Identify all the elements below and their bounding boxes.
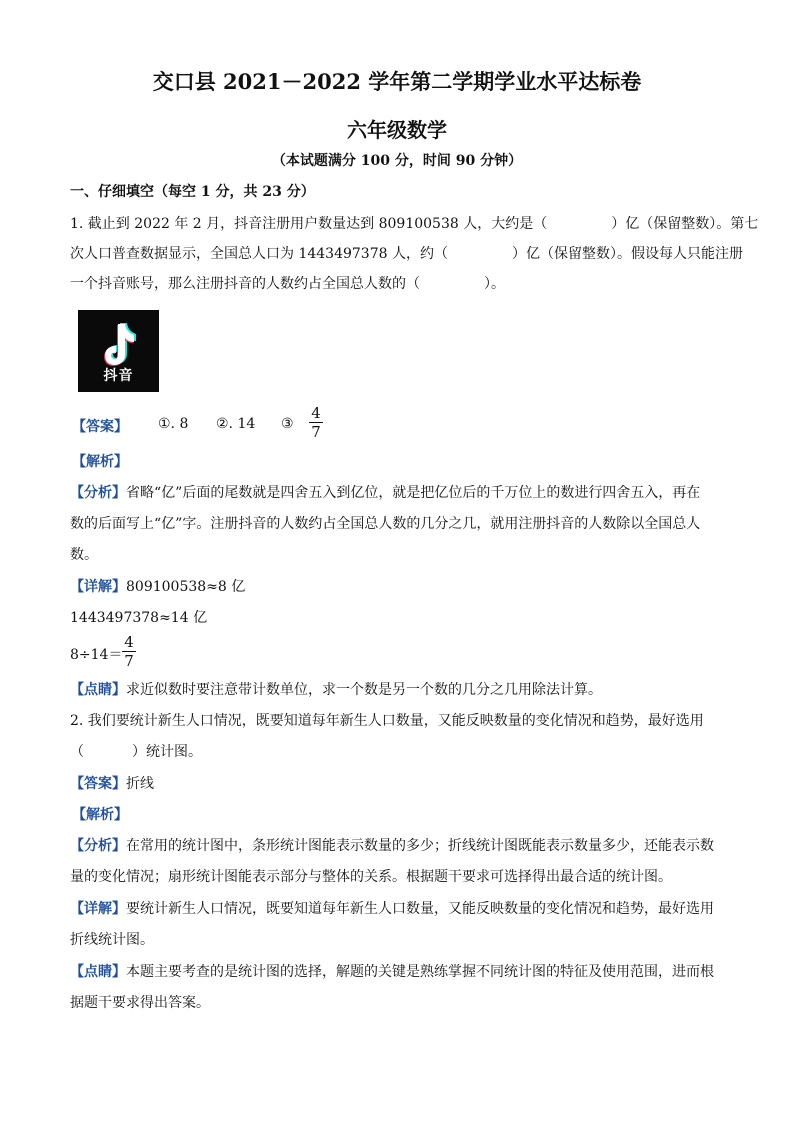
q1-line-2b: ）亿（保留整数）。假设每人只能注册 <box>511 246 743 262</box>
q1-detail-2: 1443497378≈14 亿 <box>70 610 208 626</box>
answer-3-prefix: ③ <box>281 416 294 432</box>
q2-line-1: 2. 我们要统计新生人口情况，既要知道每年新生人口数量，又能反映数量的变化情况和趋势，最好选用 <box>70 713 704 729</box>
q1-line-3 <box>70 274 505 294</box>
q2-fenxi-1 <box>70 836 714 856</box>
q1-fenxi-2: 数的后面写上“亿”字。注册抖音的人数约占全国总人数的几分之几，就用注册抖音的人数除以全国总人 <box>70 516 701 532</box>
fraction-denominator: 7 <box>124 652 134 670</box>
fenxi-tag: 【分析】 <box>70 485 126 501</box>
q1-detail-3: 8÷14＝ <box>70 647 123 663</box>
q1-fenxi-1 <box>70 483 700 503</box>
q1-line-3a: 一个抖音账号，那么注册抖音的人数约占全国总人数的（ <box>70 276 420 292</box>
q2-line-2b: ）统计图。 <box>132 744 202 760</box>
dianjing-tag: 【点睛】 <box>70 964 126 980</box>
answer-tag: 【答案】 <box>72 419 128 435</box>
answer-tag: 【答案】 <box>70 776 126 792</box>
q1-line-3b: ）。 <box>484 276 505 292</box>
answer-3-fraction <box>309 405 323 440</box>
fenxi-tag: 【分析】 <box>70 838 126 854</box>
detail-text: 809100538≈8 亿 <box>126 579 246 595</box>
q2-detail-1 <box>70 899 714 919</box>
q1-dianjing <box>70 680 602 700</box>
answer-2: ②. 14 <box>216 416 256 432</box>
q1-line-1 <box>70 214 758 234</box>
q1-line-1a: 1. 截止到 2022 年 2 月，抖音注册用户数量达到 809100538 人，大约是（ <box>70 216 548 232</box>
q2-dianjing-1 <box>70 962 714 982</box>
fenxi-text: 在常用的统计图中，条形统计图能表示数量的多少；折线统计图既能表示数量多少，还能表示数 <box>126 838 714 854</box>
douyin-logo <box>78 310 159 392</box>
dianjing-text: 本题主要考查的是统计图的选择，解题的关键是熟练掌握不同统计图的特征及使用范围，进而根 <box>126 964 714 980</box>
fraction-denominator: 7 <box>311 423 321 441</box>
logo-text: 抖音 <box>103 368 134 384</box>
q1-line-2 <box>70 244 743 264</box>
q1-fenxi-3: 数。 <box>70 547 98 563</box>
dianjing-tag: 【点睛】 <box>70 682 126 698</box>
answer-text: 折线 <box>126 776 154 792</box>
detail-fraction <box>122 634 136 669</box>
exam-title: 交口县 2021－2022 学年第二学期学业水平达标卷 <box>152 69 642 94</box>
detail-text: 要统计新生人口情况，既要知道每年新生人口数量，又能反映数量的变化情况和趋势，最好选用 <box>126 901 714 917</box>
fenxi-text: 省略“亿”后面的尾数就是四舍五入到亿位，就是把亿位后的千万位上的数进行四舍五入，再在 <box>126 485 701 501</box>
q1-detail-1 <box>70 577 245 597</box>
q2-detail-2: 折线统计图。 <box>70 932 154 948</box>
q2-line-2 <box>70 742 202 762</box>
detail-tag: 【详解】 <box>70 901 126 917</box>
exam-subject: 六年级数学 <box>347 118 447 142</box>
q1-line-1b: ）亿（保留整数）。第七 <box>611 216 759 232</box>
fraction-numerator: 4 <box>311 404 321 422</box>
answer-1: ①. 8 <box>158 416 189 432</box>
section-heading: 一、仔细填空（每空 1 分，共 23 分） <box>70 184 315 200</box>
q2-dianjing-2: 据题干要求得出答案。 <box>70 995 210 1011</box>
analysis-tag: 【解析】 <box>72 454 128 470</box>
q2-fenxi-2: 量的变化情况；扇形统计图能表示部分与整体的关系。根据题干要求可选择得出最合适的统计图。 <box>70 869 672 885</box>
analysis-tag: 【解析】 <box>72 807 128 823</box>
dianjing-text: 求近似数时要注意带计数单位，求一个数是另一个数的几分之几用除法计算。 <box>126 682 602 698</box>
q2-line-2a: （ <box>70 744 84 760</box>
q1-line-2a: 次人口普查数据显示，全国总人口为 1443497378 人，约（ <box>70 246 448 262</box>
detail-tag: 【详解】 <box>70 579 126 595</box>
q2-answer <box>70 774 154 794</box>
exam-note: （本试题满分 100 分，时间 90 分钟） <box>271 153 523 169</box>
fraction-numerator: 4 <box>124 633 134 651</box>
